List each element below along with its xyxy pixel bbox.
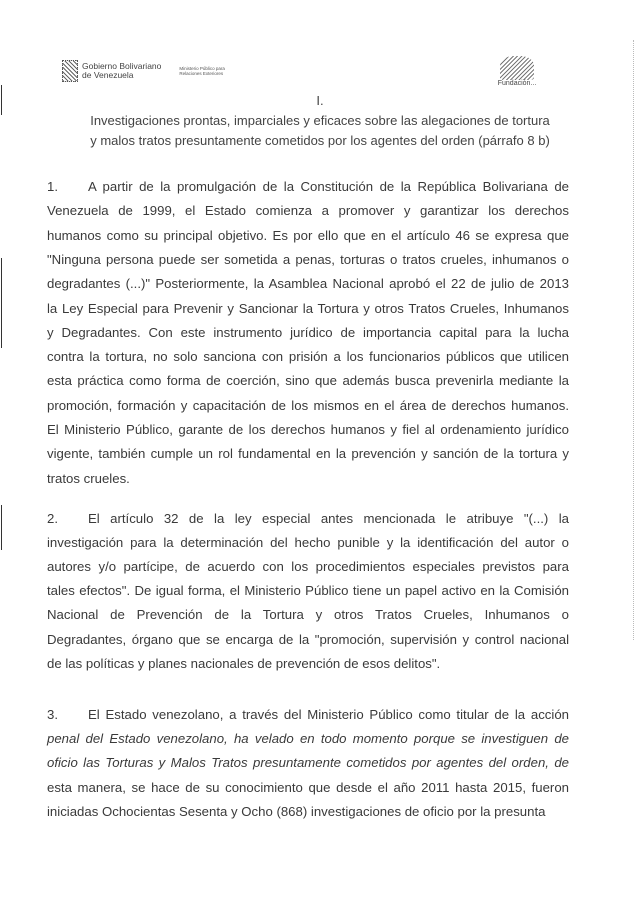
- paragraph-line: tratos crueles.: [47, 470, 130, 486]
- emblem-icon: [500, 56, 534, 80]
- ministry-text: Ministerio Público para Relaciones Exteriores: [179, 66, 225, 76]
- paragraph-line: Degradantes, órgano que se encarga de la "promoción, supervisión y control nacional: [47, 631, 569, 647]
- paragraph-line: Nacional de Prevención de la Tortura y otros Tratos Crueles, Inhumanos o: [47, 607, 569, 623]
- paragraph-number: 3.: [47, 707, 58, 722]
- paragraph-line: humanos como su principal objetivo. Es por ello que en el artículo 46 se expresa que: [47, 227, 569, 243]
- paragraph-line: Venezuela de 1999, el Estado comienza a promover y garantizar los derechos: [47, 203, 569, 219]
- coat-of-arms-icon: [62, 60, 78, 82]
- paragraph-line: penal del Estado venezolano, ha velado en todo momento porque se investiguen de: [47, 731, 569, 747]
- paragraph-line: degradantes (...)" Posteriormente, la Asamblea Nacional aprobó el 22 de julio de 2013: [47, 276, 569, 292]
- paragraph-line: iniciadas Ochocientas Sesenta y Ocho (868) investigaciones de oficio por la presunta: [47, 803, 546, 819]
- right-logo: [492, 56, 542, 87]
- paragraph-line: El artículo 32 de la ley especial antes mencionada le atribuye "(...) la: [88, 511, 569, 526]
- scan-edge: [632, 40, 634, 640]
- government-logo: [62, 60, 229, 82]
- paragraph-line: El Estado venezolano, a través del Ministerio Público como titular de la acción: [88, 707, 569, 722]
- logo-text: Fundación...: [497, 80, 537, 87]
- paragraph-line: oficio las Torturas y Malos Tratos presuntamente cometidos por agentes del orden, de: [47, 755, 569, 771]
- paragraph-line: esta manera, se hace de su conocimiento que desde el año 2011 hasta 2015, fueron: [47, 779, 569, 795]
- paragraph-line: tales efectos". De igual forma, el Ministerio Público tiene un papel activo en la Comisión: [47, 583, 569, 599]
- paragraph-line: El Ministerio Público, garante de los derechos humanos y fiel al ordenamiento jurídico: [47, 422, 569, 437]
- scan-artifact: [1, 258, 2, 348]
- paragraph-line: y Degradantes. Con este instrumento jurídico de importancia capital para la lucha: [47, 324, 569, 340]
- paragraph-number: 1.: [47, 179, 58, 194]
- section-title-line2: y malos tratos presuntamente cometidos por los agentes del orden (párrafo 8 b): [90, 133, 550, 148]
- paragraph-line: vigente, también cumple un rol fundamental en la prevención y sanción de la tortura y: [47, 446, 569, 462]
- section-title-line1: Investigaciones prontas, imparciales y eficaces sobre las alegaciones de tortura: [90, 113, 550, 128]
- paragraph-line: contra la tortura, no solo sanciona con prisión a los funcionarios públicos que utilicen: [47, 349, 569, 365]
- paragraph-line: A partir de la promulgación de la Constitución de la República Bolivariana de: [88, 179, 569, 194]
- logo-text: de Venezuela: [82, 70, 134, 80]
- paragraph-line: esta práctica como forma de coerción, sino que además busca prevenirla mediante la: [47, 373, 569, 389]
- scan-artifact: [1, 505, 2, 550]
- paragraph-line: de las políticas y planes nacionales de prevención de esos delitos".: [47, 655, 441, 671]
- paragraph-line: autores y/o partícipe, de acuerdo con los procedimientos especiales previstos para: [47, 559, 569, 575]
- paragraph-number: 2.: [47, 511, 58, 526]
- paragraph-line: "Ninguna persona puede ser sometida a penas, torturas o tratos crueles, inhumanos o: [47, 251, 569, 267]
- paragraph-line: promoción, formación y capacitación de los mismos en el área de derechos humanos.: [47, 397, 569, 413]
- paragraph-line: investigación para la determinación del hecho punible y la identificación del autor o: [47, 535, 569, 551]
- section-number: I.: [316, 93, 324, 108]
- logo-text: Gobierno Bolivariano: [82, 61, 162, 71]
- paragraph-line: la Ley Especial para Prevenir y Sancionar la Tortura y otros Tratos Crueles, Inhumanos: [47, 300, 569, 316]
